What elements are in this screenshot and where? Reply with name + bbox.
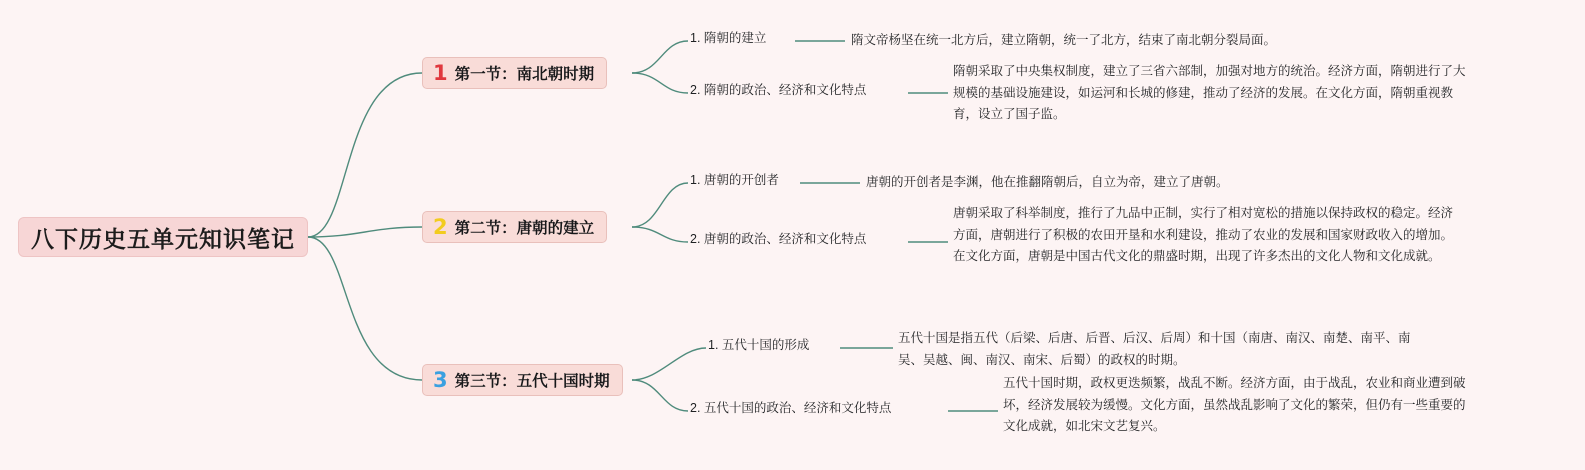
section-node-2[interactable] xyxy=(422,211,607,243)
detail-text-2-1: 唐朝的开创者是李渊，他在推翻隋朝后，自立为帝，建立了唐朝。 xyxy=(866,175,1229,189)
section-node-3[interactable] xyxy=(422,364,623,396)
link-root-to-section-2 xyxy=(308,227,422,237)
link-section-1-topic-2 xyxy=(632,73,688,93)
link-section-2-topic-2 xyxy=(632,227,688,242)
detail-text-3-1: 五代十国是指五代（后梁、后唐、后晋、后汉、后周）和十国（南唐、南汉、南楚、南平、南吴、吴越、闽、南汉、南宋、后蜀）的政权的时期。 xyxy=(898,331,1411,367)
section-label-2: 第二节：唐朝的建立 xyxy=(454,220,595,237)
link-root-to-section-3 xyxy=(308,237,422,380)
detail-text-3-2: 五代十国时期，政权更迭频繁，战乱不断。经济方面，由于战乱，农业和商业遭到破坏，经济发展较为缓慢。文化方面，虽然战乱影响了文化的繁荣，但仍有一些重要的文化成就，如北宋文艺复兴。 xyxy=(1003,376,1466,433)
topic-label-3-2[interactable]: 2. 五代十国的政治、经济和文化特点 xyxy=(690,401,892,415)
section-number-3: 3 xyxy=(433,367,448,392)
link-section-2-topic-1 xyxy=(632,183,688,227)
link-section-3-topic-1 xyxy=(632,348,706,380)
topic-label-1-2[interactable]: 2. 隋朝的政治、经济和文化特点 xyxy=(690,83,867,97)
section-label-1: 第一节：南北朝时期 xyxy=(454,66,595,83)
detail-text-2-2: 唐朝采取了科举制度，推行了九品中正制，实行了相对宽松的措施以保持政权的稳定。经济方面，唐朝进行了积极的农田开垦和水利建设，推动了农业的发展和国家财政收入的增加。在文化方面，唐朝是中国古代文化的鼎盛时期，出现了许多杰出的文化人物和文化成就。 xyxy=(953,206,1454,263)
link-section-3-topic-2 xyxy=(632,380,688,411)
section-number-2: 2 xyxy=(433,214,448,239)
link-root-to-section-1 xyxy=(308,73,422,237)
topic-label-3-1[interactable]: 1. 五代十国的形成 xyxy=(708,338,810,352)
root-label: 八下历史五单元知识笔记 xyxy=(31,225,295,252)
root-node[interactable] xyxy=(18,217,308,257)
section-node-1[interactable] xyxy=(422,57,607,89)
link-section-1-topic-1 xyxy=(632,41,688,73)
section-number-1: 1 xyxy=(433,60,448,85)
detail-text-1-2: 隋朝采取了中央集权制度，建立了三省六部制，加强对地方的统治。经济方面，隋朝进行了大规模的基础设施建设，如运河和长城的修建，推动了经济的发展。在文化方面，隋朝重视教育，设立了国子监。 xyxy=(953,64,1466,121)
topic-label-1-1[interactable]: 1. 隋朝的建立 xyxy=(690,31,767,45)
detail-text-1-1: 隋文帝杨坚在统一北方后，建立隋朝，统一了北方，结束了南北朝分裂局面。 xyxy=(851,33,1277,47)
topic-label-2-2[interactable]: 2. 唐朝的政治、经济和文化特点 xyxy=(690,232,867,246)
topic-label-2-1[interactable]: 1. 唐朝的开创者 xyxy=(690,173,779,187)
section-label-3: 第三节：五代十国时期 xyxy=(454,373,610,390)
